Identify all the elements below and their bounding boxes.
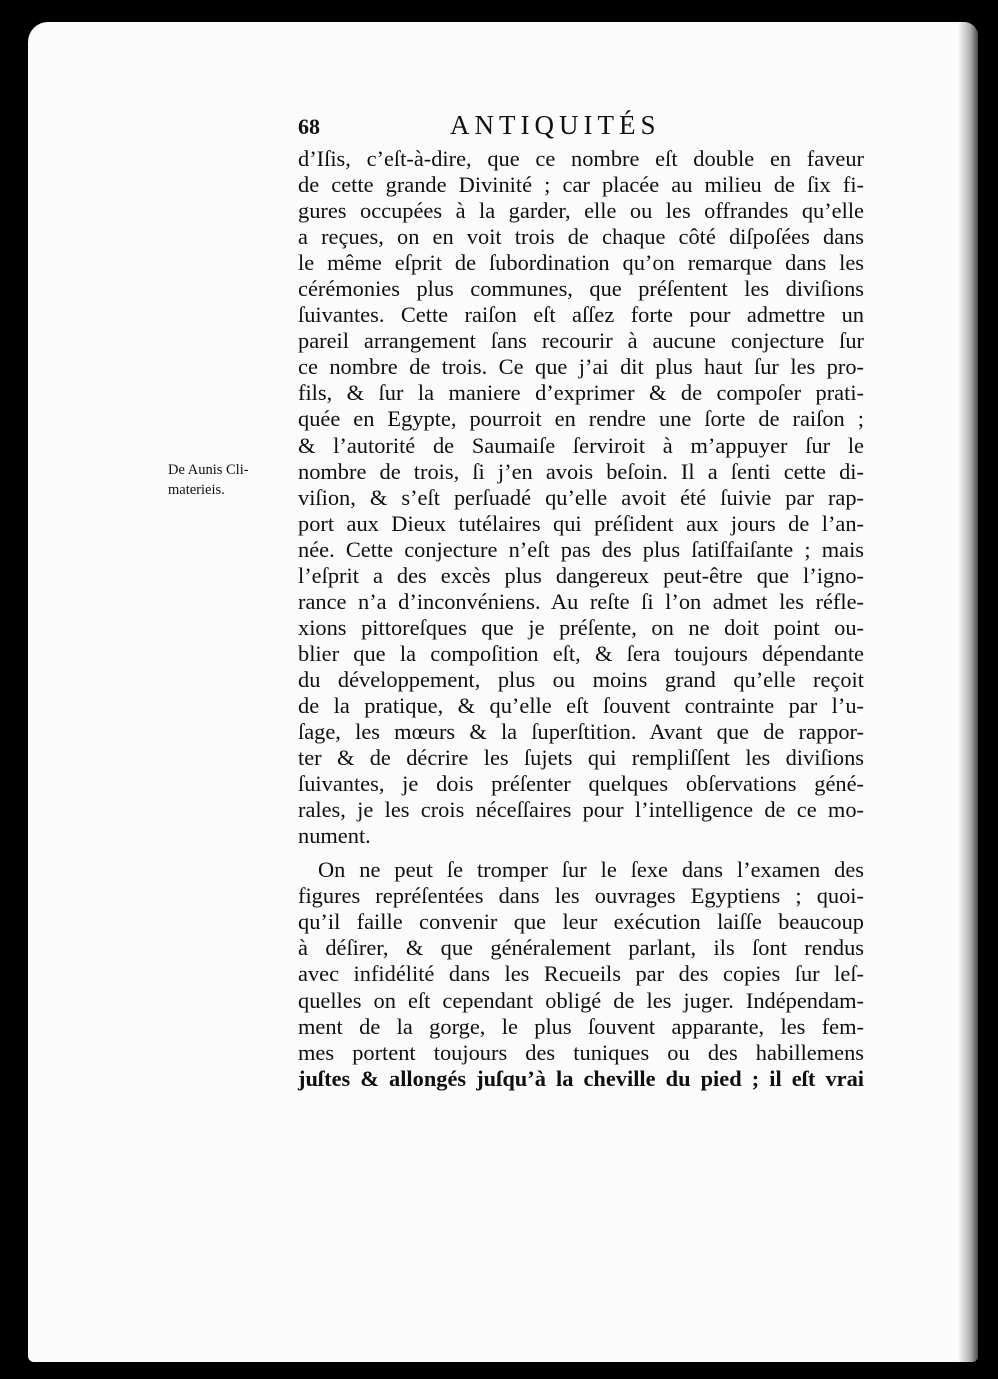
page-edge-shadow: [958, 22, 978, 1362]
text-line: cérémonies plus communes, que préſentent les diviſions: [298, 276, 864, 302]
text-line: de la pratique, & qu’elle eſt ſouvent contrainte par l’u-: [298, 692, 864, 718]
text-line: blier que la compoſition eſt, & ſera toujours dépendante: [298, 640, 864, 666]
text-line: rales, je les crois néceſſaires pour l’intelligence de ce mo-: [298, 797, 864, 823]
text-line: quelles on eſt cependant obligé de les juger. Indépendam-: [298, 987, 864, 1013]
text-line: figures repréſentées dans les ouvrages Egyptiens ; quoi-: [298, 883, 864, 909]
text-line: ce nombre de trois. Ce que j’ai dit plus haut ſur les pro-: [298, 354, 864, 380]
text-line: de cette grande Divinité ; car placée au milieu de ſix fi-: [298, 172, 864, 198]
text-line: a reçues, on en voit trois de chaque côté diſpoſées dans: [298, 224, 864, 250]
text-line: d’Iſis, c’eſt-à-dire, que ce nombre eſt double en faveur: [298, 146, 864, 171]
text-line: ment de la gorge, le plus ſouvent apparante, les fem-: [298, 1013, 864, 1039]
text-line: quée en Egypte, pourroit en rendre une ſorte de raiſon ;: [298, 406, 864, 432]
text-line: nument.: [298, 823, 371, 849]
page-header: [298, 110, 738, 144]
text-line: du développement, plus ou moins grand qu’elle reçoit: [298, 666, 864, 692]
page-number: 68: [298, 114, 320, 139]
text-line: xions pittoreſques que je préſente, on ne doit point ou-: [298, 614, 864, 640]
text-line: gures occupées à la garder, elle ou les offrandes qu’elle: [298, 198, 864, 224]
paragraph-2: [298, 857, 864, 1091]
text-line: ſuivantes, je dois préſenter quelques obſervations géné-: [298, 771, 864, 797]
margin-note: [168, 460, 293, 500]
paragraph-1: [298, 146, 864, 849]
margin-note-line: materieis.: [168, 482, 225, 498]
text-line: née. Cette conjecture n’eſt pas des plus ſatiſfaiſante ; mais: [298, 536, 864, 562]
text-line: ter & de décrire les ſujets qui rempliſſent les diviſions: [298, 745, 864, 771]
margin-note-line: De Aunis Cli-: [168, 462, 249, 478]
body-text: [298, 146, 864, 1092]
book-page: [28, 22, 978, 1362]
text-line: le même eſprit de ſubordination qu’on remarque dans les: [298, 250, 864, 276]
text-line: juſtes & allongés juſqu’à la cheville du pied ; il eſt vrai: [298, 1065, 864, 1091]
running-title: ANTIQUITÉS: [450, 110, 661, 140]
text-line: viſion, & s’eſt perſuadé qu’elle avoit été ſuivie par rap-: [298, 484, 864, 510]
text-line: On ne peut ſe tromper ſur le ſexe dans l’examen des: [318, 857, 864, 883]
text-line: pareil arrangement ſans recourir à aucune conjecture ſur: [298, 328, 864, 354]
text-line: rance n’a d’inconvéniens. Au reſte ſi l’on admet les réfle-: [298, 588, 864, 614]
text-line: à déſirer, & que généralement parlant, ils ſont rendus: [298, 935, 864, 961]
text-line: avec infidélité dans les Recueils par des copies ſur leſ-: [298, 961, 864, 987]
text-line: ſuivantes. Cette raiſon eſt aſſez forte pour admettre un: [298, 302, 864, 328]
text-line: ſage, les mœurs & la ſuperſtition. Avant que de rappor-: [298, 719, 864, 745]
paragraph-gap: [298, 849, 864, 857]
text-line: & l’autorité de Saumaiſe ſerviroit à m’appuyer ſur le: [298, 432, 864, 458]
text-line: port aux Dieux tutélaires qui préſident aux jours de l’an-: [298, 510, 864, 536]
text-line: mes portent toujours des tuniques ou des habillemens: [298, 1039, 864, 1065]
text-line: qu’il faille convenir que leur exécution laiſſe beaucoup: [298, 909, 864, 935]
text-line: nombre de trois, ſi j’en avois beſoin. Il a ſenti cette di-: [298, 458, 864, 484]
text-line: fils, & ſur la maniere d’exprimer & de compoſer prati-: [298, 380, 864, 406]
text-line: l’eſprit a des excès plus dangereux peut-être que l’igno-: [298, 562, 864, 588]
